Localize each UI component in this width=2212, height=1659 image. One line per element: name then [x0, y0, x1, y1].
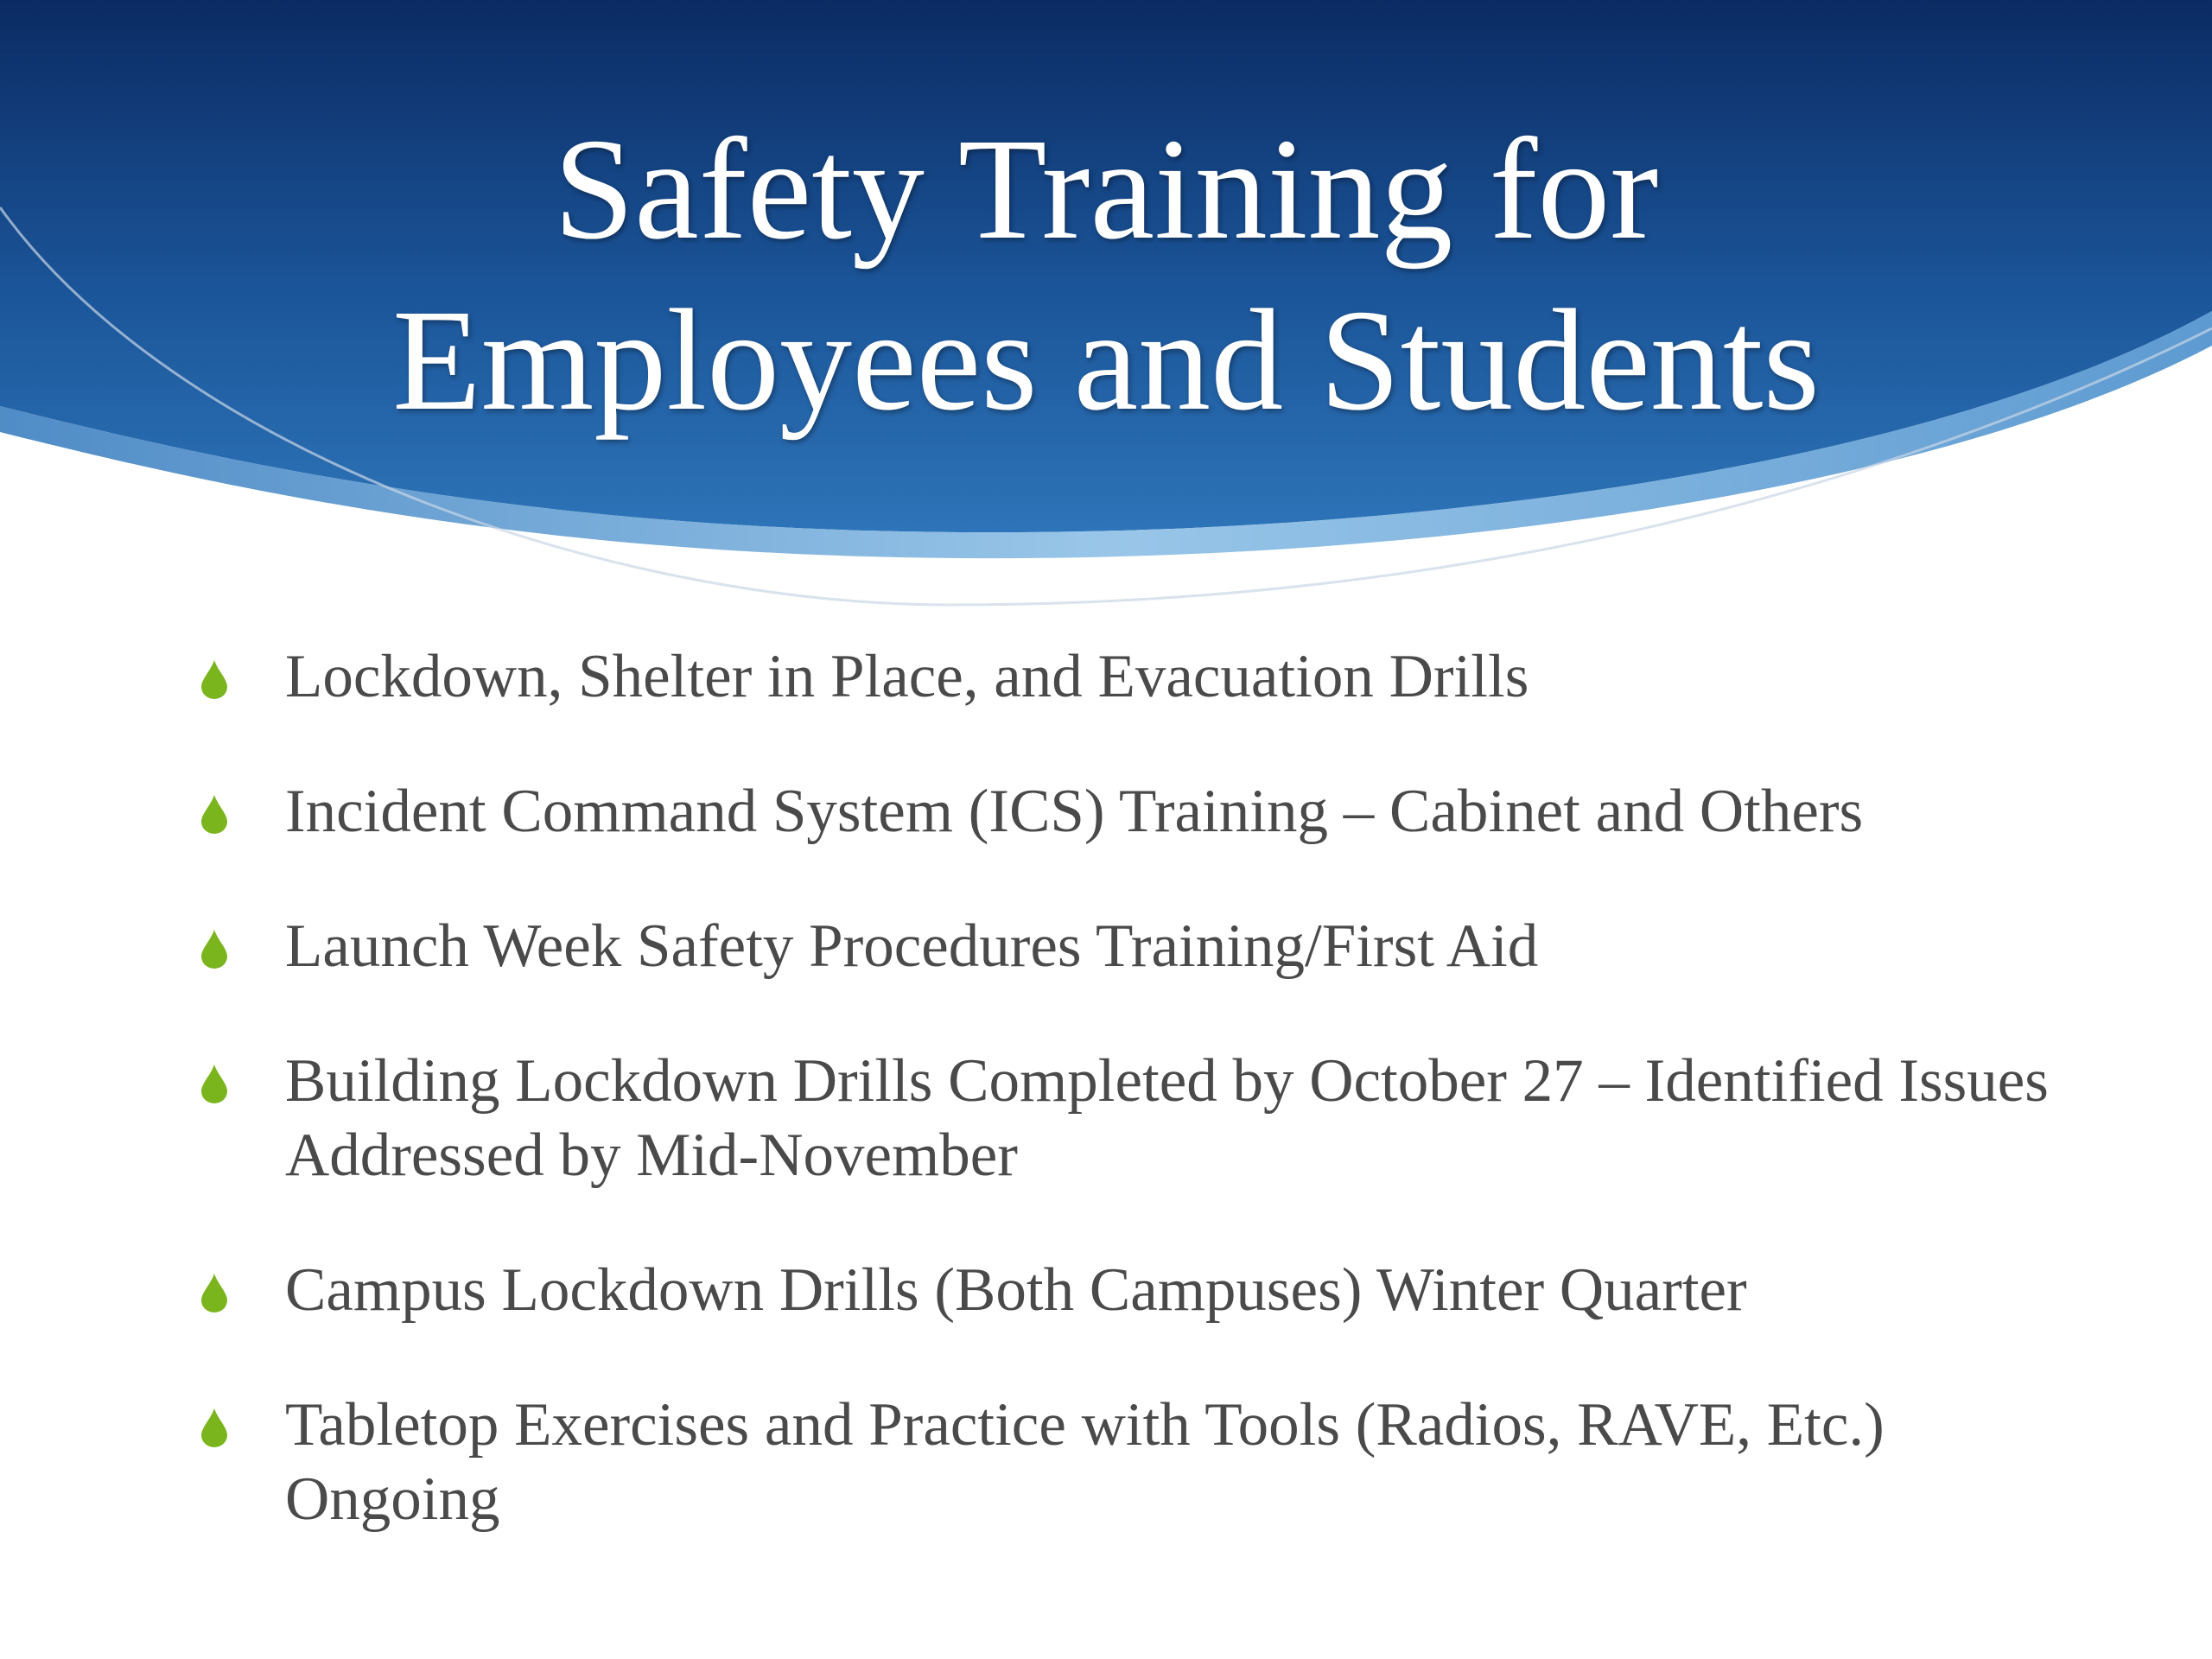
bullet-item	[199, 1253, 2056, 1327]
bullet-text: Tabletop Exercises and Practice with Tools (Radios, RAVE, Etc.) Ongoing	[285, 1391, 1885, 1533]
droplet-bullet-icon	[199, 1407, 230, 1448]
droplet-bullet-icon	[199, 1063, 230, 1104]
droplet-bullet-icon	[199, 658, 230, 700]
title-line-1: Safety Training for	[553, 109, 1659, 270]
bullet-text: Launch Week Safety Procedures Training/First Aid	[285, 912, 1539, 980]
title-line-2: Employees and Students	[392, 280, 1820, 441]
bullet-text: Campus Lockdown Drills (Both Campuses) Winter Quarter	[285, 1256, 1747, 1324]
bullet-text: Incident Command System (ICS) Training – Cabinet and Others	[285, 778, 1864, 845]
bullet-text: Building Lockdown Drills Completed by October 27 – Identified Issues Addressed by Mid-November	[285, 1047, 2049, 1189]
droplet-bullet-icon	[199, 793, 230, 835]
bullet-list	[199, 639, 2056, 1597]
droplet-bullet-icon	[199, 928, 230, 969]
bullet-item	[199, 1044, 2056, 1192]
bullet-item	[199, 774, 2056, 849]
droplet-bullet-icon	[199, 1272, 230, 1313]
bullet-item	[199, 639, 2056, 714]
bullet-item	[199, 909, 2056, 983]
slide-title	[0, 104, 2212, 446]
bullet-text: Lockdown, Shelter in Place, and Evacuation Drills	[285, 643, 1529, 710]
bullet-item	[199, 1388, 2056, 1536]
